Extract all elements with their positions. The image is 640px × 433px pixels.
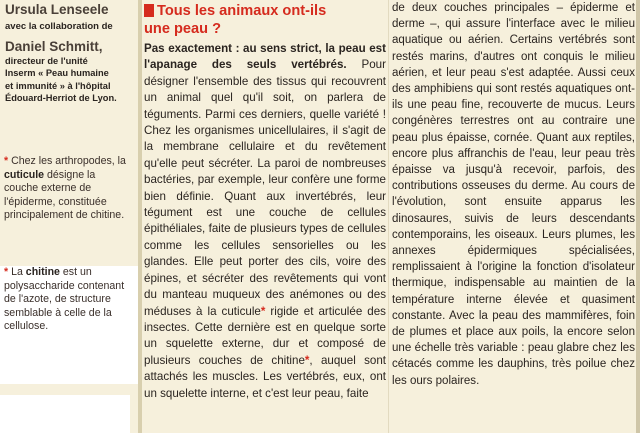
footnote-text: Chez les arthropodes, la [8, 155, 126, 167]
body-text: , auquel sont attachés les muscles. Les vertébrés, eux, ont un squelette interne, et c'est leur peau, faite [144, 353, 386, 400]
author-name: Ursula Lenseele [5, 2, 109, 17]
footnote-text: désigne la couche externe de l'épiderme, constituée principalement de chitine. [4, 168, 125, 222]
body-text: rigide et articulée des insectes. Cette dernière est en quelque sorte un squelette externe, dur et composé de plusieurs couches de chitine [144, 304, 386, 367]
footnote-ref: * [260, 304, 266, 318]
role-line: Inserm « Peau humaine [5, 68, 109, 79]
footnote-star: * [4, 155, 9, 167]
role-line: directeur de l'unité [5, 56, 88, 66]
blank-box [0, 395, 130, 433]
title-line-2: une peau ? [144, 21, 222, 37]
footnote-text: La [8, 266, 26, 278]
collaboration-label: avec la collaboration de [5, 21, 113, 32]
footnote-keyword: cuticule [4, 168, 45, 181]
collaborator-name: Daniel Schmitt, [5, 39, 103, 54]
footnote-ref: * [304, 353, 310, 367]
title-line-1: Tous les animaux ont-ils [157, 3, 327, 19]
role-line: Édouard-Herriot de Lyon. [5, 92, 117, 103]
lead-text: Pas exactement : au sens strict, la peau est l'apanage des seuls vertébrés. [144, 42, 386, 72]
sidebar [0, 0, 138, 433]
body-paragraph: de deux couches principales – épiderme et derme –, qui assure l'interface avec le milieu aquatique ou aérien. Certains vertébrés sont restés marins, d'autres ont conquis le milieu aérien, et leur peau s'est adaptée. Aussi ceux des amphibiens qui sont restés aquatiques ont-ils une peau fine, recouverte de mucus. Leurs congénères terrestres ont au contraire une peau plus épaisse, cornée. Quant aux reptiles, encore plus affranchis de l'eau, leur peau très épaisse va jusqu'à recevoir, parfois, des contributions osseuses du derme. Au cours de l'évolution, sont ensuite apparus les dinosaures, suivis de leurs descendants contemporains, les oiseaux. Leurs plumes, les annexes épidermiques spécialisées, remplissaient à l'origine la fonction d'isolateur thermique, indispensable au maintien de la température interne élevée et quasiment constante. Avec la peau des mammifères, foin de plumes et place aux poils, la encore selon une échelle très variable : peau glabre chez les cétacés comme les dauphins, très poilue chez les ours polaires. [392, 2, 635, 387]
footnote-star: * [4, 266, 9, 278]
article-column-1 [144, 0, 386, 433]
page-edge [636, 0, 640, 433]
article-column-2 [392, 0, 635, 433]
role-line: et immunité » à l'hôpital [5, 80, 111, 91]
footnote-cuticule [4, 155, 132, 223]
article-lead [144, 41, 386, 402]
author-block [5, 2, 135, 104]
body-text: Pour désigner l'ensemble des tissus qui recouvrent un animal quel qu'il soit, on parlera de téguments. Parmi ces derniers, quelle variété ! Chez les organismes unicellulaires, il s'agit de la membrane cellulaire et du revêtement qu'elle peut sécréter. La paroi de nombreuses bactéries, par exemple, leur confère une forme bien définie. Quant aux invertébrés, leur tégument est une couche de cellules épithéliales, faite de plusieurs types de cellules comme les cellules sensorielles ou les glandes. Elle peut porter des cils, voire des épines, et sécréter des revêtements qui vont du manteau muqueux des anémones ou des méduses à la cuticule [144, 58, 386, 318]
article-title [144, 2, 386, 38]
footnote-text: est un polysaccharide contenant de l'azote, de structure semblable à celle de la cellulose. [4, 266, 125, 333]
collaborator-role [5, 55, 135, 104]
column-separator [388, 0, 389, 433]
sidebar-divider [138, 0, 142, 433]
footnote-chitine [4, 266, 132, 334]
footnote-keyword: chitine [25, 266, 60, 278]
title-bullet-icon [144, 4, 154, 17]
